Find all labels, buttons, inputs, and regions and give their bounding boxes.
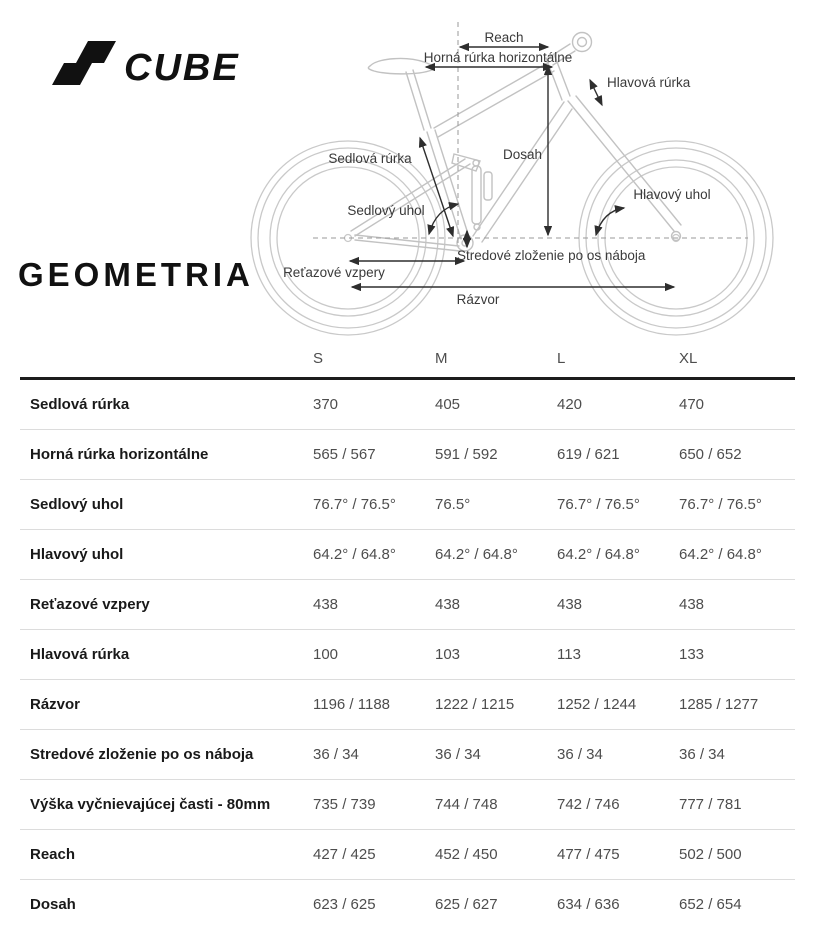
value-m: 64.2° / 64.8° [435,546,518,563]
value-l: 113 [557,646,581,663]
value-s: 438 [313,596,339,613]
row-label: Dosah [30,896,76,913]
value-s: 623 / 625 [313,896,376,913]
page-title: GEOMETRIA [18,256,254,293]
table-row [20,380,795,429]
row-label: Hlavový uhol [30,546,124,563]
cube-logo [50,38,240,96]
value-s: 1196 / 1188 [313,696,391,713]
row-label: Sedlový uhol [30,496,124,513]
column-header-l: L [557,349,566,367]
value-m: 103 [435,646,461,663]
column-header-m: M [435,349,448,367]
table-row [20,679,795,729]
row-label: Výška vyčnievajúcej časti - 80mm [30,796,271,813]
value-xl: 438 [679,596,705,613]
value-xl: 777 / 781 [679,796,742,813]
value-m: 452 / 450 [435,846,498,863]
head-tube-arrow [590,80,602,105]
seat-tube-label: Sedlová rúrka [328,151,412,166]
value-l: 438 [557,596,583,613]
table-row [20,479,795,529]
value-s: 565 / 567 [313,446,376,463]
table-row [20,729,795,779]
table-row [20,529,795,579]
value-m: 76.5° [435,496,471,513]
row-label: Horná rúrka horizontálne [30,446,209,463]
value-m: 625 / 627 [435,896,498,913]
value-l: 420 [557,396,583,413]
row-label: Stredové zloženie po os náboja [30,746,254,763]
reach-label: Reach [484,30,524,45]
value-xl: 76.7° / 76.5° [679,496,762,513]
value-m: 744 / 748 [435,796,498,813]
row-label: Reťazové vzpery [30,596,150,613]
value-xl: 652 / 654 [679,896,742,913]
value-l: 634 / 636 [557,896,620,913]
row-label: Rázvor [30,696,81,713]
value-m: 591 / 592 [435,446,498,463]
value-xl: 133 [679,646,705,663]
stack-label: Dosah [502,147,542,162]
bb-drop-label: Stredové zloženie po os náboja [457,248,646,263]
value-xl: 470 [679,396,705,413]
value-m: 438 [435,596,461,613]
value-m: 36 / 34 [435,746,481,763]
value-s: 64.2° / 64.8° [313,546,396,563]
value-xl: 1285 / 1277 [679,696,759,713]
value-m: 405 [435,396,461,413]
value-l: 619 / 621 [557,446,620,463]
wheelbase-label: Rázvor [456,292,500,307]
chainstay-label: Reťazové vzpery [283,265,385,280]
table-row [20,579,795,629]
value-l: 742 / 746 [557,796,620,813]
diagram-labels [283,30,711,307]
column-header-s: S [313,349,324,367]
cube-logo-icon [52,41,116,85]
geometry-table [20,339,795,929]
table-row [20,779,795,829]
value-l: 1252 / 1244 [557,696,637,713]
table-row [20,629,795,679]
value-s: 427 / 425 [313,846,376,863]
value-s: 100 [313,646,339,663]
table-row [20,829,795,879]
value-xl: 502 / 500 [679,846,742,863]
value-l: 76.7° / 76.5° [557,496,640,513]
column-header-xl: XL [679,349,698,367]
value-l: 477 / 475 [557,846,620,863]
value-s: 36 / 34 [313,746,359,763]
bike-frame-drawing [351,33,681,252]
value-xl: 36 / 34 [679,746,725,763]
table-row [20,879,795,929]
cube-logo-text: CUBE [124,47,240,89]
geometry-diagram [228,6,813,344]
geometry-table-header [20,339,795,380]
seat-angle-label: Sedlový uhol [347,203,425,218]
value-s: 370 [313,396,339,413]
value-s: 76.7° / 76.5° [313,496,396,513]
value-l: 36 / 34 [557,746,603,763]
value-m: 1222 / 1215 [435,696,515,713]
table-row [20,429,795,479]
cube-logo-graphic [50,38,240,96]
head-angle-label: Hlavový uhol [633,187,711,202]
row-label: Reach [30,846,76,863]
row-label: Sedlová rúrka [30,396,130,413]
geometry-table-body [20,380,795,929]
value-l: 64.2° / 64.8° [557,546,640,563]
value-s: 735 / 739 [313,796,376,813]
head-tube-label: Hlavová rúrka [607,75,691,90]
value-xl: 64.2° / 64.8° [679,546,762,563]
value-xl: 650 / 652 [679,446,742,463]
row-label: Hlavová rúrka [30,646,130,663]
top-tube-label: Horná rúrka horizontálne [423,50,573,65]
